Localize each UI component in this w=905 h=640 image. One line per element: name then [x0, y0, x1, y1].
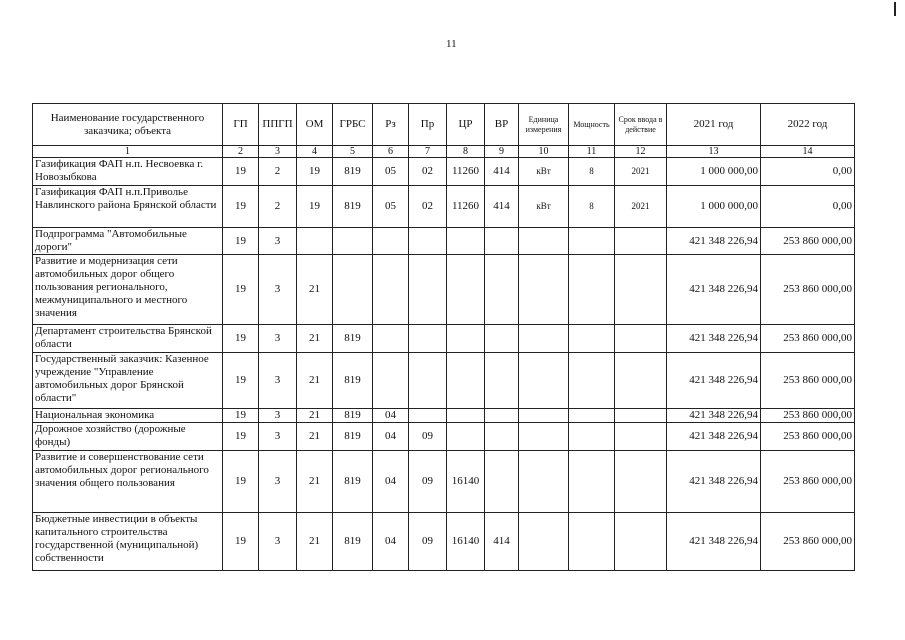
row-term-cell: 2021: [615, 158, 667, 186]
table-row: [33, 186, 855, 228]
row-y2022-cell: 253 860 000,00: [761, 255, 855, 325]
row-pr-cell: [409, 409, 447, 423]
row-ppgp-cell: 3: [259, 255, 297, 325]
row-y2022-cell: 253 860 000,00: [761, 409, 855, 423]
row-capacity-cell: 8: [569, 186, 615, 228]
row-rz-cell: 04: [373, 513, 409, 571]
header-cell: Мощность: [569, 104, 615, 146]
row-vr-cell: [485, 409, 519, 423]
column-index-row: [33, 146, 855, 158]
row-gp-cell: 19: [223, 409, 259, 423]
row-y2021-cell: 421 348 226,94: [667, 325, 761, 353]
row-pr-cell: [409, 255, 447, 325]
row-gp-cell: 19: [223, 423, 259, 451]
row-term-cell: [615, 423, 667, 451]
index-cell: 3: [259, 146, 297, 158]
index-cell: 13: [667, 146, 761, 158]
row-gp-cell: 19: [223, 353, 259, 409]
header-cell: ОМ: [297, 104, 333, 146]
row-ppgp-cell: 3: [259, 409, 297, 423]
row-rz-cell: [373, 228, 409, 255]
row-y2021-cell: 421 348 226,94: [667, 451, 761, 513]
corner-mark: [894, 2, 896, 16]
row-gp-cell: 19: [223, 228, 259, 255]
row-cr-cell: 16140: [447, 513, 485, 571]
row-vr-cell: [485, 353, 519, 409]
index-cell: 2: [223, 146, 259, 158]
row-pr-cell: 02: [409, 158, 447, 186]
index-cell: 9: [485, 146, 519, 158]
row-om-cell: 21: [297, 423, 333, 451]
row-pr-cell: 09: [409, 513, 447, 571]
row-gp-cell: 19: [223, 186, 259, 228]
row-term-cell: [615, 451, 667, 513]
row-grbs-cell: 819: [333, 409, 373, 423]
row-grbs-cell: [333, 255, 373, 325]
header-cell: 2022 год: [761, 104, 855, 146]
row-grbs-cell: 819: [333, 423, 373, 451]
row-capacity-cell: [569, 409, 615, 423]
index-cell: 14: [761, 146, 855, 158]
row-vr-cell: 414: [485, 186, 519, 228]
row-cr-cell: [447, 228, 485, 255]
index-cell: 6: [373, 146, 409, 158]
row-name-cell: Государственный заказчик: Казенное учреждение "Управление автомобильных дорог Брянской области": [33, 353, 223, 409]
header-cell: Рз: [373, 104, 409, 146]
row-vr-cell: [485, 228, 519, 255]
row-y2022-cell: 0,00: [761, 158, 855, 186]
row-name-cell: Газификация ФАП н.п. Несвоевка г. Новозыбкова: [33, 158, 223, 186]
row-ppgp-cell: 3: [259, 325, 297, 353]
row-ppgp-cell: 3: [259, 451, 297, 513]
row-y2021-cell: 421 348 226,94: [667, 423, 761, 451]
row-vr-cell: [485, 451, 519, 513]
row-name-cell: Дорожное хозяйство (дорожные фонды): [33, 423, 223, 451]
row-term-cell: 2021: [615, 186, 667, 228]
row-cr-cell: [447, 353, 485, 409]
row-rz-cell: 04: [373, 423, 409, 451]
row-term-cell: [615, 228, 667, 255]
row-y2021-cell: 421 348 226,94: [667, 228, 761, 255]
row-pr-cell: 02: [409, 186, 447, 228]
row-cr-cell: [447, 423, 485, 451]
row-unit-cell: [519, 353, 569, 409]
row-capacity-cell: [569, 451, 615, 513]
row-grbs-cell: 819: [333, 325, 373, 353]
row-capacity-cell: [569, 353, 615, 409]
header-cell: ВР: [485, 104, 519, 146]
row-gp-cell: 19: [223, 451, 259, 513]
row-ppgp-cell: 2: [259, 158, 297, 186]
row-om-cell: 19: [297, 158, 333, 186]
row-gp-cell: 19: [223, 325, 259, 353]
row-om-cell: 21: [297, 409, 333, 423]
row-pr-cell: 09: [409, 451, 447, 513]
header-cell: ГП: [223, 104, 259, 146]
row-cr-cell: [447, 325, 485, 353]
row-unit-cell: кВт: [519, 158, 569, 186]
row-capacity-cell: 8: [569, 158, 615, 186]
row-unit-cell: [519, 228, 569, 255]
row-unit-cell: [519, 513, 569, 571]
row-name-cell: Подпрограмма "Автомобильные дороги": [33, 228, 223, 255]
row-capacity-cell: [569, 513, 615, 571]
row-vr-cell: 414: [485, 158, 519, 186]
row-y2022-cell: 253 860 000,00: [761, 353, 855, 409]
row-unit-cell: [519, 451, 569, 513]
row-pr-cell: [409, 325, 447, 353]
row-rz-cell: 04: [373, 409, 409, 423]
row-unit-cell: [519, 255, 569, 325]
row-y2021-cell: 421 348 226,94: [667, 353, 761, 409]
row-vr-cell: 414: [485, 513, 519, 571]
table-row: [33, 228, 855, 255]
row-vr-cell: [485, 423, 519, 451]
row-gp-cell: 19: [223, 513, 259, 571]
row-name-cell: Развитие и совершенствование сети автомобильных дорог регионального значения общего пользования: [33, 451, 223, 513]
row-om-cell: 21: [297, 353, 333, 409]
row-rz-cell: 05: [373, 186, 409, 228]
row-cr-cell: 11260: [447, 158, 485, 186]
row-pr-cell: [409, 228, 447, 255]
row-om-cell: 19: [297, 186, 333, 228]
index-cell: 4: [297, 146, 333, 158]
row-om-cell: [297, 228, 333, 255]
row-pr-cell: 09: [409, 423, 447, 451]
row-unit-cell: [519, 409, 569, 423]
row-y2021-cell: 421 348 226,94: [667, 255, 761, 325]
row-y2021-cell: 421 348 226,94: [667, 513, 761, 571]
row-unit-cell: [519, 325, 569, 353]
row-ppgp-cell: 3: [259, 228, 297, 255]
row-grbs-cell: 819: [333, 451, 373, 513]
index-cell: 12: [615, 146, 667, 158]
table-row: [33, 409, 855, 423]
row-ppgp-cell: 3: [259, 353, 297, 409]
row-cr-cell: [447, 255, 485, 325]
row-unit-cell: кВт: [519, 186, 569, 228]
page-number: 11: [446, 38, 457, 50]
row-term-cell: [615, 513, 667, 571]
table-row: [33, 255, 855, 325]
row-ppgp-cell: 3: [259, 513, 297, 571]
row-gp-cell: 19: [223, 158, 259, 186]
budget-table: [32, 103, 855, 571]
header-cell: 2021 год: [667, 104, 761, 146]
index-cell: 7: [409, 146, 447, 158]
table-row: [33, 451, 855, 513]
row-name-cell: Развитие и модернизация сети автомобильных дорог общего пользования регионального, межмуниципального и местного значения: [33, 255, 223, 325]
header-cell: Срок ввода в действие: [615, 104, 667, 146]
table-row: [33, 325, 855, 353]
row-y2022-cell: 253 860 000,00: [761, 228, 855, 255]
row-rz-cell: 05: [373, 158, 409, 186]
row-vr-cell: [485, 325, 519, 353]
row-y2022-cell: 253 860 000,00: [761, 325, 855, 353]
index-cell: 5: [333, 146, 373, 158]
row-cr-cell: [447, 409, 485, 423]
row-y2021-cell: 1 000 000,00: [667, 158, 761, 186]
index-cell: 8: [447, 146, 485, 158]
header-cell: Наименование государственного заказчика; объекта: [33, 104, 223, 146]
row-cr-cell: 11260: [447, 186, 485, 228]
row-term-cell: [615, 325, 667, 353]
row-y2021-cell: 421 348 226,94: [667, 409, 761, 423]
row-rz-cell: [373, 325, 409, 353]
row-name-cell: Бюджетные инвестиции в объекты капитального строительства государственной (муниципальной) собственности: [33, 513, 223, 571]
row-grbs-cell: 819: [333, 158, 373, 186]
row-name-cell: Национальная экономика: [33, 409, 223, 423]
row-om-cell: 21: [297, 451, 333, 513]
row-rz-cell: 04: [373, 451, 409, 513]
row-ppgp-cell: 2: [259, 186, 297, 228]
header-cell: ГРБС: [333, 104, 373, 146]
row-capacity-cell: [569, 325, 615, 353]
index-cell: 10: [519, 146, 569, 158]
row-unit-cell: [519, 423, 569, 451]
index-cell: 11: [569, 146, 615, 158]
row-om-cell: 21: [297, 513, 333, 571]
row-capacity-cell: [569, 228, 615, 255]
row-vr-cell: [485, 255, 519, 325]
header-cell: ППГП: [259, 104, 297, 146]
index-cell: 1: [33, 146, 223, 158]
row-y2022-cell: 253 860 000,00: [761, 513, 855, 571]
row-term-cell: [615, 409, 667, 423]
row-grbs-cell: 819: [333, 186, 373, 228]
row-grbs-cell: [333, 228, 373, 255]
row-pr-cell: [409, 353, 447, 409]
table-row: [33, 423, 855, 451]
row-capacity-cell: [569, 255, 615, 325]
row-om-cell: 21: [297, 325, 333, 353]
row-gp-cell: 19: [223, 255, 259, 325]
row-y2022-cell: 0,00: [761, 186, 855, 228]
row-cr-cell: 16140: [447, 451, 485, 513]
row-rz-cell: [373, 353, 409, 409]
header-cell: ЦР: [447, 104, 485, 146]
header-cell: Пр: [409, 104, 447, 146]
row-ppgp-cell: 3: [259, 423, 297, 451]
row-rz-cell: [373, 255, 409, 325]
row-grbs-cell: 819: [333, 353, 373, 409]
row-y2021-cell: 1 000 000,00: [667, 186, 761, 228]
header-cell: Единица измерения: [519, 104, 569, 146]
table-row: [33, 158, 855, 186]
row-term-cell: [615, 255, 667, 325]
row-om-cell: 21: [297, 255, 333, 325]
row-name-cell: Газификация ФАП н.п.Приволье Навлинского района Брянской области: [33, 186, 223, 228]
row-capacity-cell: [569, 423, 615, 451]
row-y2022-cell: 253 860 000,00: [761, 423, 855, 451]
row-term-cell: [615, 353, 667, 409]
header-row: [33, 104, 855, 146]
table-row: [33, 513, 855, 571]
row-y2022-cell: 253 860 000,00: [761, 451, 855, 513]
row-grbs-cell: 819: [333, 513, 373, 571]
row-name-cell: Департамент строительства Брянской области: [33, 325, 223, 353]
table-row: [33, 353, 855, 409]
